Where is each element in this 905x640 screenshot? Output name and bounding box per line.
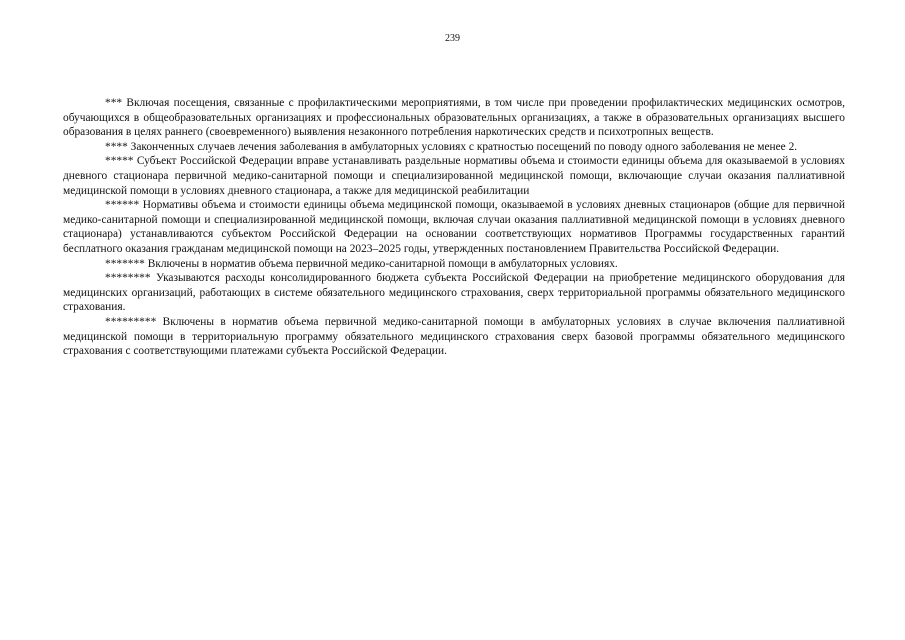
footnote-mark: ***: [105, 97, 123, 109]
footnote-4: [63, 140, 845, 155]
footnote-mark: *********: [105, 315, 157, 328]
footnote-mark: ******: [105, 199, 140, 212]
footnote-7: [63, 257, 845, 272]
footnote-text: Законченных случаев лечения заболевания в амбулаторных условиях с кратностью посещений по поводу одного заболевания не менее 2.: [130, 140, 798, 153]
footnote-9: [63, 315, 845, 359]
footnote-text: Субъект Российской Федерации вправе устанавливать раздельные нормативы объема и стоимости единицы объема для оказываемой в условиях дневного стационара первичной медико-санитарной помощи и специализированной медицинской помощи, включающие случаи оказания паллиативной медицинской помощи в условиях дневного стационара, а также для медицинской реабилитации: [63, 155, 845, 197]
footnote-mark: ********: [105, 272, 151, 285]
footnote-mark: ****: [105, 140, 128, 153]
footnote-mark: *******: [105, 257, 145, 270]
footnote-3: [63, 96, 845, 140]
footnote-text: Включая посещения, связанные с профилактическими мероприятиями, в том числе при проведении профилактических медицинских осмотров, обучающихся в общеобразовательных организациях и профессиональных образовательных организациях, а также в образовательных организациях высшего образования в целях раннего (своевременного) выявления незаконного потребления наркотических средств и психотропных веществ.: [63, 97, 845, 139]
footnote-8: [63, 271, 845, 315]
footnote-6: [63, 198, 845, 256]
footnote-mark: *****: [105, 155, 134, 168]
footnote-text: Нормативы объема и стоимости единицы объема медицинской помощи, оказываемой в условиях дневных стационаров (общие для первичной медико-санитарной помощи и специализированной медицинской помощи, включая случаи оказания паллиативной медицинской помощи в условиях дневного стационара) устанавливаются субъектом Российской Федерации на основании соответствующих нормативов Программы государственных гарантий бесплатного оказания гражданам медицинской помощи на 2023–2025 годы, утвержденных постановлением Правительства Российской Федерации.: [63, 199, 845, 255]
footnote-5: [63, 154, 845, 198]
footnote-text: Включены в норматив объема первичной медико-санитарной помощи в амбулаторных условиях.: [147, 257, 618, 270]
footnote-text: Указываются расходы консолидированного бюджета субъекта Российской Федерации на приобретение медицинского оборудования для медицинских организаций, работающих в системе обязательного медицинского страхования, сверх территориальной программы обязательного медицинского страхования.: [63, 272, 845, 314]
footnote-text: Включены в норматив объема первичной медико-санитарной помощи в амбулаторных условиях в случае включения паллиативной медицинской помощи в территориальную программу обязательного медицинского страхования сверх базовой программы обязательного медицинского страхования с соответствующими платежами субъекта Российской Федерации.: [63, 315, 845, 358]
footnotes-section: [63, 96, 845, 359]
page-number: 239: [445, 33, 460, 44]
